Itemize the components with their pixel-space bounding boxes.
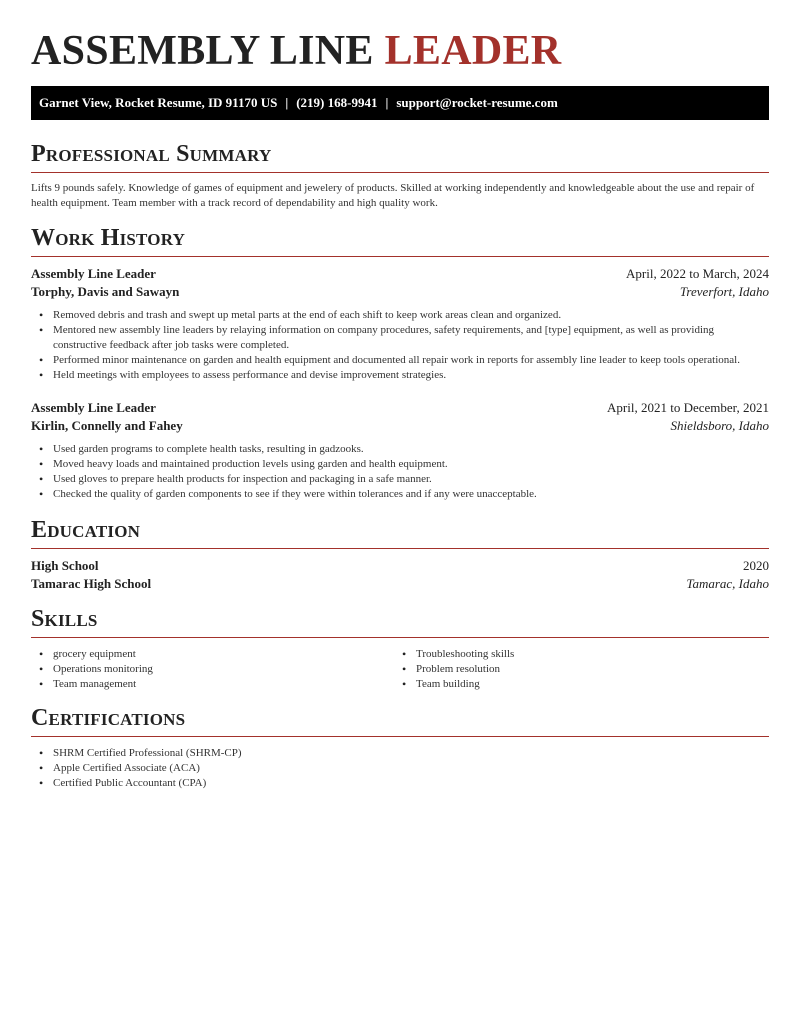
resume-title bbox=[31, 28, 561, 74]
job-1-duties bbox=[31, 308, 769, 383]
job-2-dates: April, 2021 to December, 2021 bbox=[607, 400, 769, 415]
job-2-header bbox=[31, 399, 769, 417]
certifications-heading: Certifications bbox=[31, 705, 186, 731]
skill-item: • Problem resolution bbox=[394, 662, 754, 677]
certification-item: • SHRM Certified Professional (SHRM-CP) bbox=[31, 746, 769, 761]
job-1-location: Treverfort, Idaho bbox=[679, 284, 769, 299]
skills-heading: Skills bbox=[31, 606, 98, 632]
education-degree: High School bbox=[31, 558, 99, 573]
certification-item: • Apple Certified Associate (ACA) bbox=[31, 761, 769, 776]
list-item: • Used garden programs to complete health tasks, resulting in gadzooks. bbox=[31, 442, 769, 457]
education-header bbox=[31, 557, 769, 575]
education-school: Tamarac High School bbox=[31, 576, 152, 591]
summary-heading: Professional Summary bbox=[31, 141, 272, 167]
skill-item: • Operations monitoring bbox=[31, 662, 391, 677]
skill-item: • Troubleshooting skills bbox=[394, 647, 754, 662]
list-item: • Held meetings with employees to assess performance and devise improvement strategies. bbox=[31, 368, 769, 383]
summary-divider bbox=[31, 172, 769, 173]
skills-list-left bbox=[31, 647, 391, 692]
contact-email[interactable]: support@rocket-resume.com bbox=[396, 95, 558, 110]
contact-phone[interactable]: (219) 168-9941 bbox=[296, 95, 378, 110]
list-item: • Removed debris and trash and swept up metal parts at the end of each shift to keep work areas clean and organized. bbox=[31, 308, 769, 323]
title-main: ASSEMBLY LINE bbox=[31, 28, 374, 74]
list-item: • Checked the quality of garden components to see if they were within tolerances and if any were unacceptable. bbox=[31, 487, 769, 502]
job-2-duties bbox=[31, 442, 769, 502]
work-history-divider bbox=[31, 256, 769, 257]
skills-divider bbox=[31, 637, 769, 638]
summary-text: Lifts 9 pounds safely. Knowledge of games of equipment and jewelery of products. Skilled at working independently and knowledgeable about the use and repair of health equipment. Team member with a track record of dependability and high quality work. bbox=[31, 182, 755, 209]
skill-item: • Team management bbox=[31, 677, 391, 692]
education-year: 2020 bbox=[743, 558, 769, 573]
contact-separator: | bbox=[285, 95, 289, 110]
job-1-company: Torphy, Davis and Sawayn bbox=[31, 284, 180, 299]
list-item: • Used gloves to prepare health products for inspection and packaging in a safe manner. bbox=[31, 472, 769, 487]
contact-separator: | bbox=[385, 95, 389, 110]
title-accent: LEADER bbox=[384, 28, 562, 74]
job-1-subheader bbox=[31, 283, 769, 301]
list-item: • Mentored new assembly line leaders by relaying information on company procedures, safety requirements, and [type] equipment, as well as providing constructive feedback after job tasks were completed. bbox=[31, 323, 769, 353]
education-location: Tamarac, Idaho bbox=[686, 576, 769, 591]
skill-item: • Team building bbox=[394, 677, 754, 692]
job-1-header bbox=[31, 265, 769, 283]
certifications-divider bbox=[31, 736, 769, 737]
job-2-location: Shieldsboro, Idaho bbox=[670, 418, 769, 433]
job-2-company: Kirlin, Connelly and Fahey bbox=[31, 418, 183, 433]
work-history-heading: Work History bbox=[31, 225, 186, 251]
skills-list-right bbox=[394, 647, 754, 692]
education-subheader bbox=[31, 575, 769, 593]
job-2-subheader bbox=[31, 417, 769, 435]
education-heading: Education bbox=[31, 517, 141, 543]
job-1-dates: April, 2022 to March, 2024 bbox=[626, 266, 769, 281]
contact-bar bbox=[31, 86, 769, 120]
job-1-title: Assembly Line Leader bbox=[31, 266, 156, 281]
list-item: • Performed minor maintenance on garden and health equipment and documented all repair work in reports for assembly line leader to keep tools operational. bbox=[31, 353, 769, 368]
certification-item: • Certified Public Accountant (CPA) bbox=[31, 776, 769, 791]
contact-address: Garnet View, Rocket Resume, ID 91170 US bbox=[39, 95, 278, 110]
education-divider bbox=[31, 548, 769, 549]
certifications-list bbox=[31, 746, 769, 791]
job-2-title: Assembly Line Leader bbox=[31, 400, 156, 415]
skill-item: • grocery equipment bbox=[31, 647, 391, 662]
list-item: • Moved heavy loads and maintained production levels using garden and health equipment. bbox=[31, 457, 769, 472]
